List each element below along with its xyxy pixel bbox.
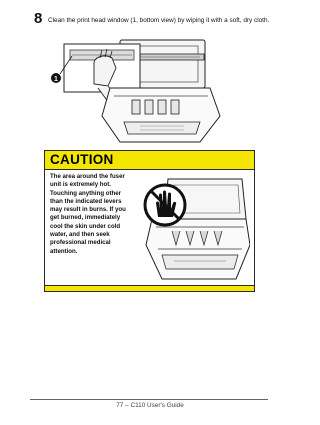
footer-divider: [30, 399, 268, 400]
caution-footer-bar: [45, 285, 254, 291]
page-footer: 77 – C110 User's Guide: [116, 402, 184, 407]
print-head-cleaning-illustration: [50, 38, 230, 143]
caution-text: The area around the fuser unit is extremely hot. Touching anything other than the indicated levers may result in burns. If you get burned, immediately cool the skin under cold water, and then seek professional medical attention.: [50, 173, 126, 255]
step-number: 8: [34, 10, 43, 27]
caution-header-bar: [45, 151, 254, 170]
no-touch-hand-icon: [145, 185, 185, 225]
step-text: Clean the print head window (1, bottom view) by wiping it with a soft, dry cloth.: [48, 17, 270, 24]
caution-box: [44, 150, 255, 292]
hot-fuser-illustration: [138, 175, 250, 281]
caution-title: CAUTION: [50, 152, 114, 167]
callout-label: 1: [54, 76, 58, 83]
